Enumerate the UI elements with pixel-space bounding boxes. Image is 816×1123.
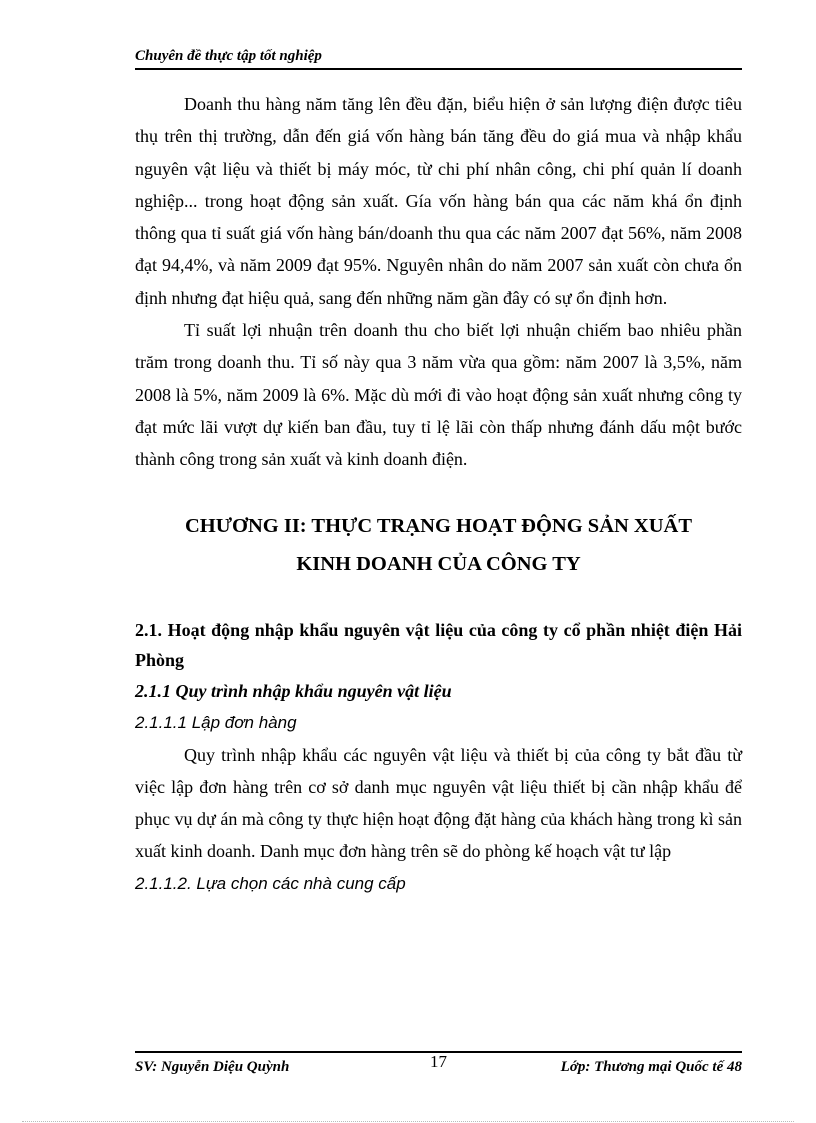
page-content — [135, 88, 742, 900]
section-heading-2-1-1-1: 2.1.1.1 Lập đơn hàng — [135, 712, 297, 732]
section-heading-2-1-1: 2.1.1 Quy trình nhập khẩu nguyên vật liệu — [135, 680, 452, 701]
footer-student-name: SV: Nguyễn Diệu Quỳnh — [135, 1059, 290, 1075]
section-heading-2-1-1-2: 2.1.1.2. Lựa chọn các nhà cung cấp — [135, 873, 406, 893]
header-title: Chuyên đề thực tập tốt nghiệp — [135, 48, 322, 64]
paragraph-order-process: Quy trình nhập khẩu các nguyên vật liệu và thiết bị của công ty bắt đầu từ việc lập đơn hàng trên cơ sở danh mục nguyên vật liệu thiết bị cần nhập khẩu để phục vụ dự án mà công ty thực hiện hoạt động đặt hàng của khách hàng trong kì sản xuất kinh doanh. Danh mục đơn hàng trên sẽ do phòng kế hoạch vật tư lập — [135, 744, 742, 862]
page-header — [135, 48, 742, 70]
section-heading-2-1: 2.1. Hoạt động nhập khẩu nguyên vật liệu của công ty cổ phần nhiệt điện Hải Phòng — [135, 619, 742, 670]
page-bottom-edge — [22, 1121, 794, 1122]
page-footer — [135, 1051, 742, 1080]
paragraph-profit-margin: Tỉ suất lợi nhuận trên doanh thu cho biết lợi nhuận chiếm bao nhiêu phần trăm trong doanh thu. Tỉ số này qua 3 năm vừa qua gồm: năm 2007 là 3,5%, năm 2008 là 5%, năm 2009 là 6%. Mặc dù mới đi vào hoạt động sản xuất nhưng công ty đạt mức lãi vượt dự kiến ban đầu, tuy tỉ lệ lãi còn thấp nhưng đánh dấu một bước thành công trong sản xuất và kinh doanh điện. — [135, 320, 742, 470]
chapter-title-line-2: KINH DOANH CỦA CÔNG TY — [296, 552, 581, 575]
footer-class-name: Lớp: Thương mại Quốc tế 48 — [560, 1059, 742, 1075]
paragraph-cost-of-goods: Doanh thu hàng năm tăng lên đều đặn, biểu hiện ở sản lượng điện được tiêu thụ trên thị trường, dẫn đến giá vốn hàng bán tăng đều do giá mua và nhập khẩu nguyên vật liệu và thiết bị máy móc, từ chi phí nhân công, chi phí quản lí doanh nghiệp... trong hoạt động sản xuất. Gía vốn hàng bán qua các năm khá ổn định thông qua tỉ suất giá vốn hàng bán/doanh thu qua các năm 2007 đạt 56%, năm 2008 đạt 94,4%, và năm 2009 đạt 95%. Nguyên nhân do năm 2007 sản xuất còn chưa ổn định nhưng đạt hiệu quả, sang đến những năm gần đây có sự ổn định hơn. — [135, 94, 742, 308]
page-number: 17 — [430, 1052, 447, 1071]
chapter-title-line-1: CHƯƠNG II: THỰC TRẠNG HOẠT ĐỘNG SẢN XUẤT — [184, 514, 693, 537]
